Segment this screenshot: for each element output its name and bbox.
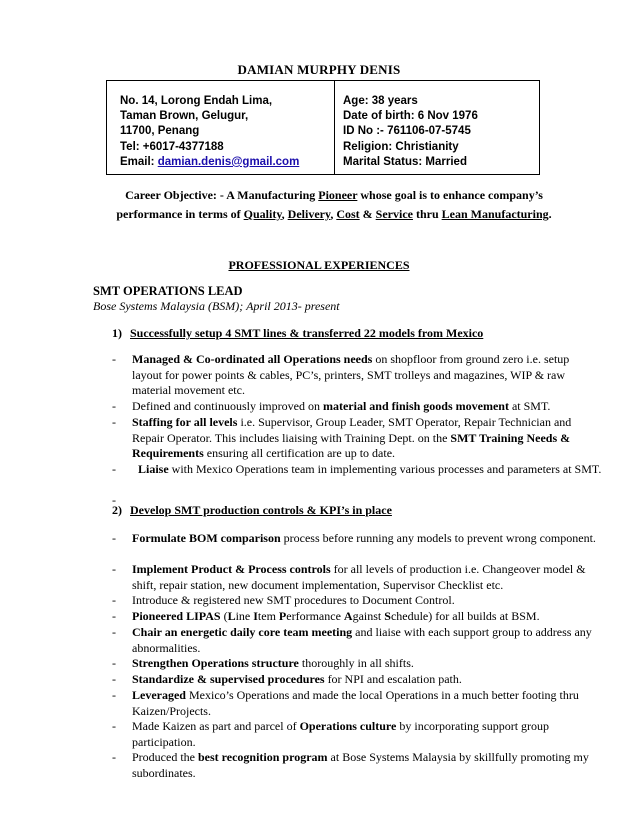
job-title: SMT OPERATIONS LEAD	[93, 284, 243, 298]
address-column	[120, 94, 299, 170]
subheading-2: 2) Develop SMT production controls & KPI’s in place	[112, 503, 392, 517]
email-line	[120, 155, 299, 170]
career-objective	[104, 186, 564, 224]
list-item: - Managed & Co-ordinated all Operations needs on shopfloor from ground zero i.e. setup layout for power points & cables, PC’s, printers, SMT trolleys and magazines, WIP & raw material movement etc.	[112, 352, 570, 398]
address-line: No. 14, Lorong Endah Lima,	[120, 95, 273, 107]
list-item: - Implement Product & Process controls for all levels of production i.e. Changeover model & shift, repair station, new document implementation, Supervisor Checklist etc.	[112, 562, 586, 592]
list-item: - Staffing for all levels i.e. Supervisor, Group Leader, SMT Operator, Repair Technician and Repair Operator. This includes liaising with Training Dept. on the SMT Training Needs & Requirements ensuring all certification are up to date.	[112, 415, 572, 461]
phone-line: Tel: +6017-4377188	[120, 140, 224, 153]
list-item: - Chair an energetic daily core team meeting and liaise with each support group to address any abnormalities.	[112, 625, 592, 655]
section-title: PROFESSIONAL EXPERIENCES	[228, 258, 410, 272]
objective-line-2: performance in terms of Quality, Delivery, Cost & Service thru Lean Manufacturing.	[116, 207, 552, 221]
age-line: Age: 38 years	[343, 95, 418, 107]
marital-line: Marital Status: Married	[343, 155, 467, 168]
email-label: Email:	[120, 155, 158, 168]
list-item: - Defined and continuously improved on material and finish goods movement at SMT.	[112, 399, 551, 413]
list-item: - Liaise with Mexico Operations team in implementing various processes and parameters at SMT.	[112, 462, 602, 476]
list-item: - Strengthen Operations structure thoroughly in all shifts.	[112, 656, 414, 670]
list-item: - Introduce & registered new SMT procedures to Document Control.	[112, 593, 455, 607]
contact-box	[106, 80, 540, 175]
personal-column	[343, 94, 478, 170]
objective-line-1: Career Objective: - A Manufacturing Pioneer whose goal is to enhance company’s	[125, 188, 543, 202]
address-line: 11700, Penang	[120, 125, 200, 138]
list-item: - Standardize & supervised procedures for NPI and escalation path.	[112, 672, 462, 686]
subheading-1: 1) Successfully setup 4 SMT lines & transferred 22 models from Mexico	[112, 326, 484, 340]
contact-divider	[334, 81, 335, 174]
list-item: - Made Kaizen as part and parcel of Operations culture by incorporating support group participation.	[112, 719, 550, 749]
resume-name: DAMIAN MURPHY DENIS	[237, 62, 401, 77]
list-item: - Formulate BOM comparison process before running any models to prevent wrong component.	[112, 531, 596, 545]
email-link[interactable]: damian.denis@gmail.com	[157, 155, 300, 168]
address-line: Taman Brown, Gelugur,	[120, 110, 249, 123]
list-item: - Pioneered LIPAS (Line Item Performance Against Schedule) for all builds at BSM.	[112, 609, 540, 623]
religion-line: Religion: Christianity	[343, 140, 459, 153]
dob-line: Date of birth: 6 Nov 1976	[343, 110, 478, 123]
job-company: Bose Systems Malaysia (BSM); April 2013- present	[93, 299, 340, 313]
list-item: - Produced the best recognition program at Bose Systems Malaysia by skillfully promoting my subordinates.	[112, 750, 589, 780]
list-item: - Leveraged Mexico’s Operations and made the local Operations in a much better footing thru Kaizen/Projects.	[112, 688, 579, 718]
id-line: ID No :- 761106-07-5745	[343, 125, 471, 138]
